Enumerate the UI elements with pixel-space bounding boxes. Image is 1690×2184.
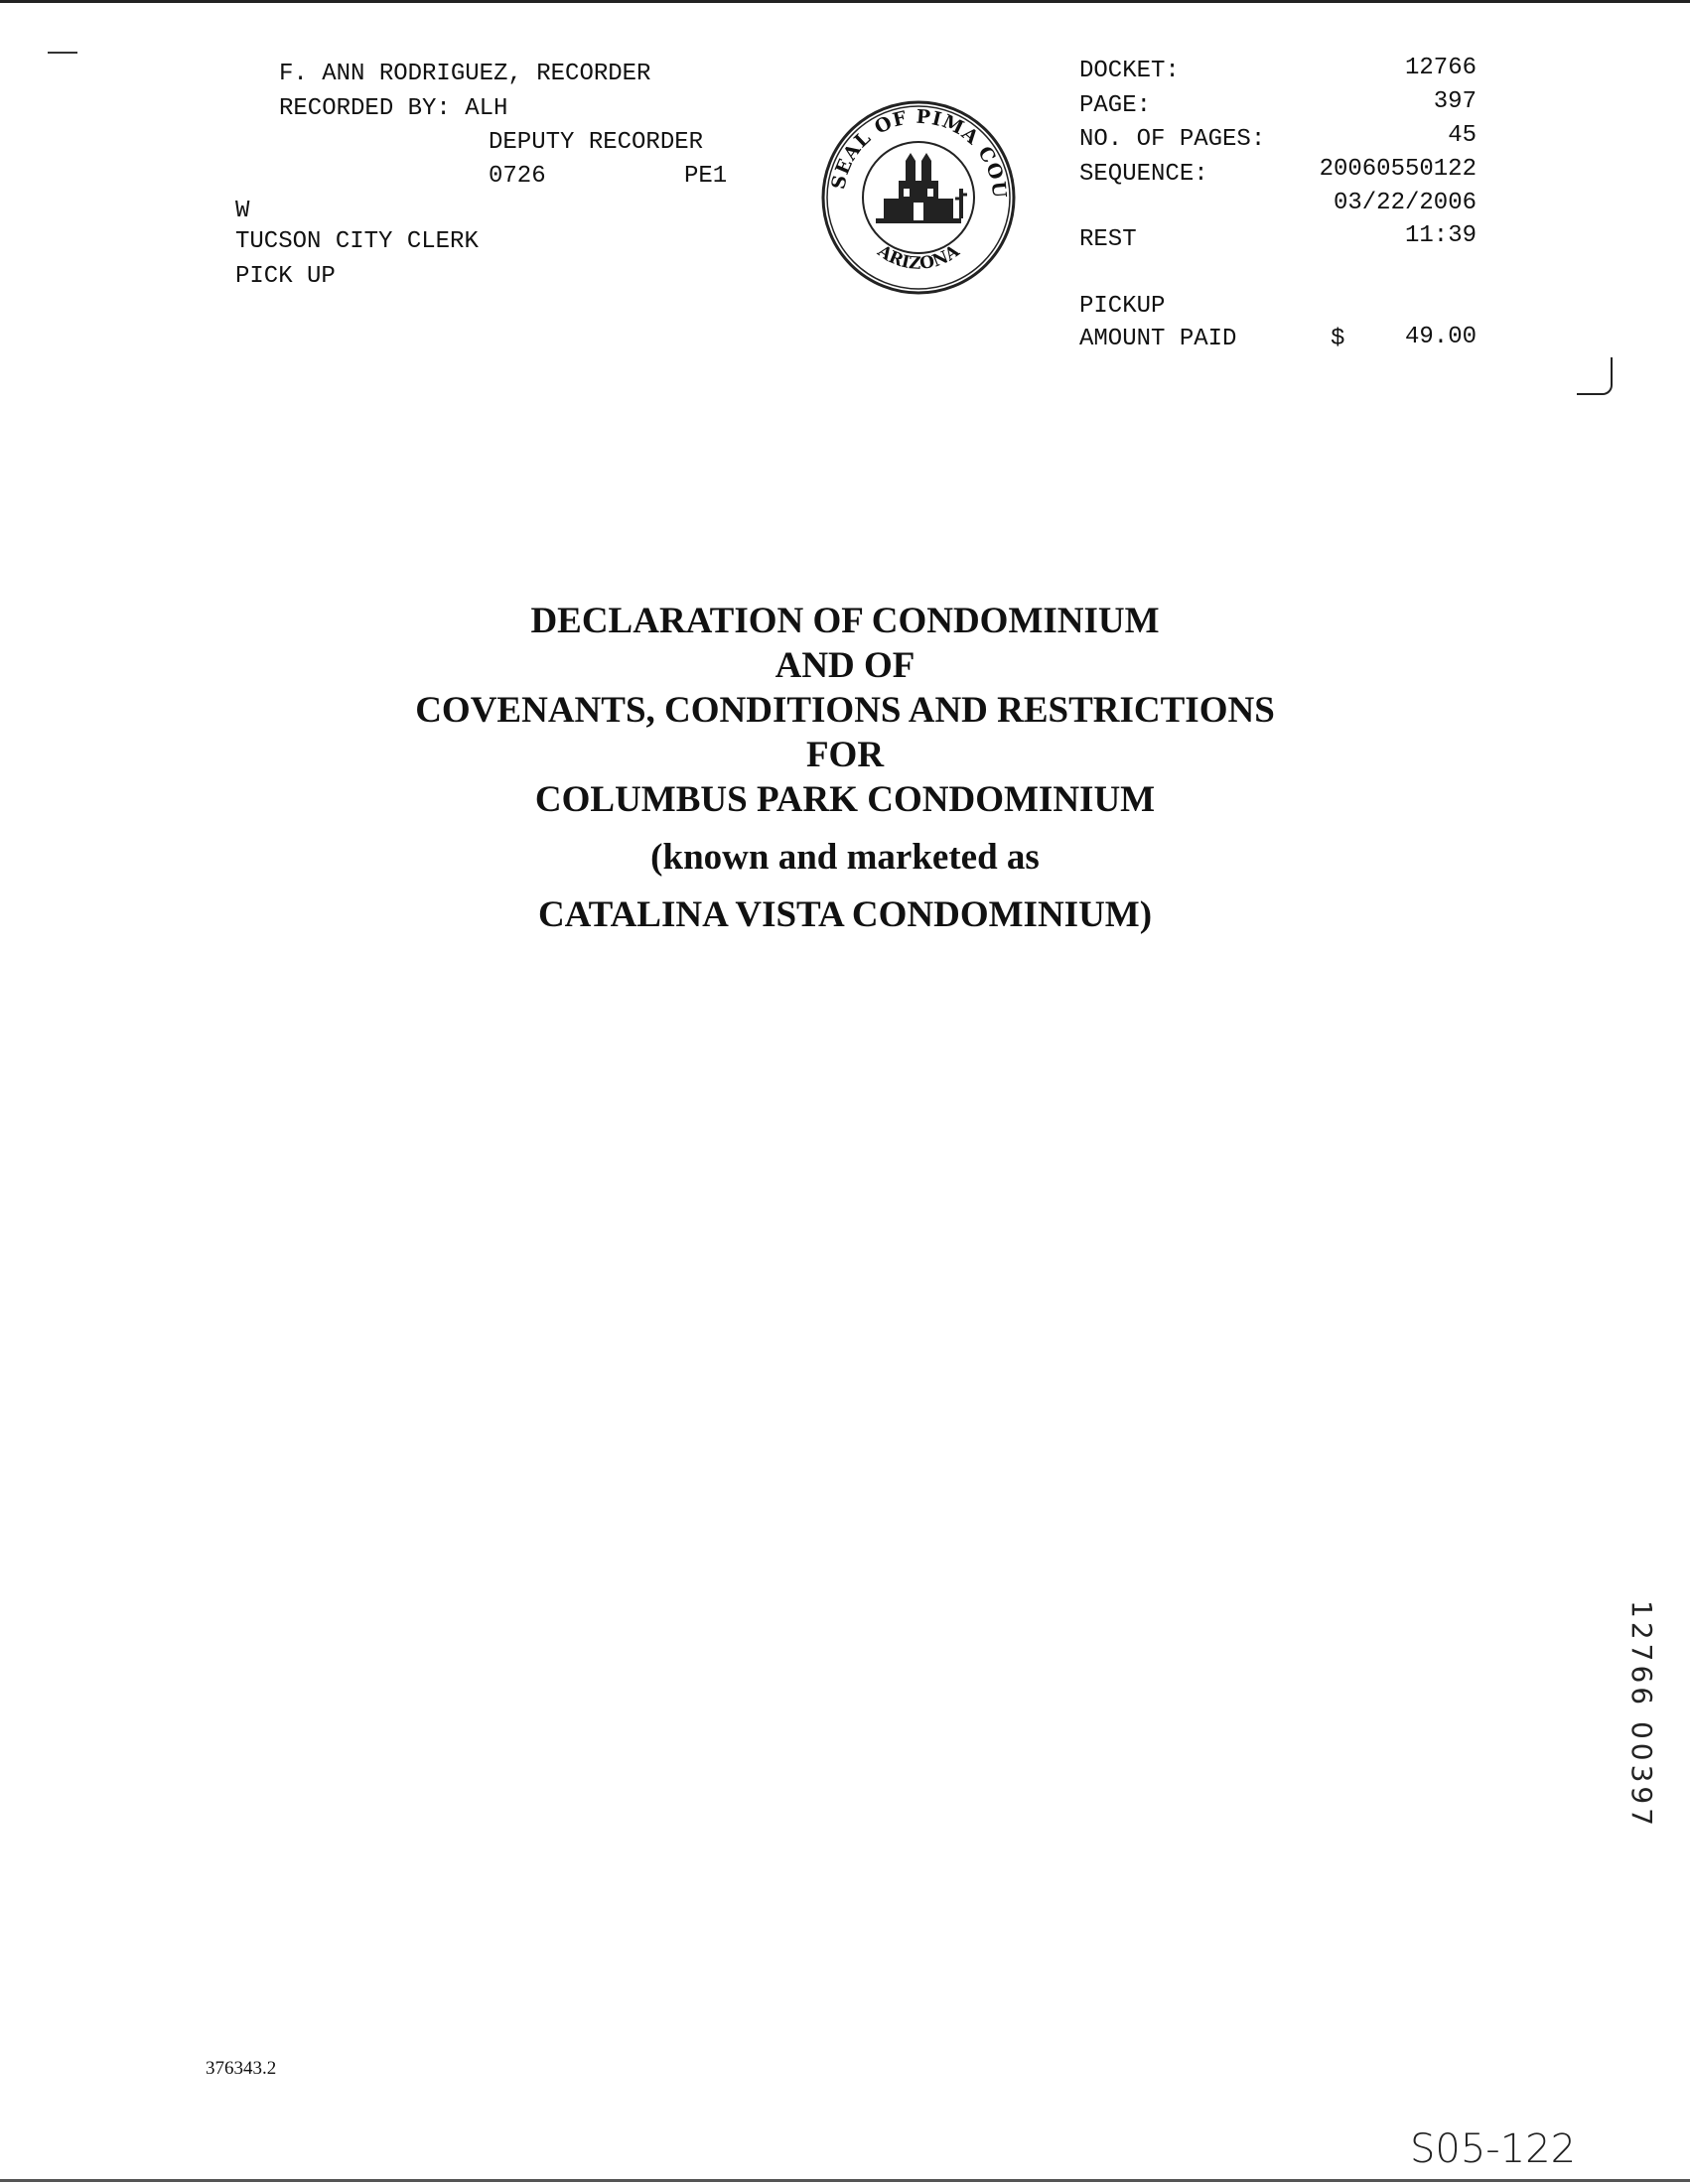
amount-paid-value: 49.00	[1404, 324, 1477, 350]
pick-up: PICK UP	[235, 263, 336, 290]
scan-bottom-edge	[0, 2179, 1690, 2182]
title-line-7: CATALINA VISTA CONDOMINIUM)	[537, 894, 1153, 935]
title-line-5: COLUMBUS PARK CONDOMINIUM	[534, 779, 1156, 820]
deputy-recorder: DEPUTY RECORDER	[489, 129, 704, 156]
title-line-2: AND OF	[775, 645, 915, 686]
rest-label: REST	[1079, 226, 1137, 253]
page-label: PAGE:	[1079, 92, 1152, 119]
recorder-name: F. ANN RODRIGUEZ, RECORDER	[279, 61, 651, 87]
record-date: 03/22/2006	[1333, 190, 1477, 216]
record-code-1: 0726	[489, 163, 546, 190]
record-time: 11:39	[1404, 222, 1477, 249]
svg-text:ARIZONA	[873, 241, 964, 274]
pages-value: 45	[1448, 122, 1477, 149]
title-line-4: FOR	[805, 735, 885, 775]
sequence-value: 20060550122	[1319, 156, 1477, 183]
docket-value: 12766	[1404, 55, 1477, 81]
title-line-6: (known and marketed as	[650, 837, 1040, 878]
page-value: 397	[1433, 88, 1477, 115]
pages-label: NO. OF PAGES:	[1079, 126, 1266, 153]
title-line-3: COVENANTS, CONDITIONS AND RESTRICTIONS	[415, 690, 1275, 731]
recorded-by: RECORDED BY: ALH	[279, 95, 508, 122]
docket-label: DOCKET:	[1079, 58, 1180, 84]
footer-document-code: 376343.2	[206, 2058, 277, 2079]
title-line-1: DECLARATION OF CONDOMINIUM	[530, 601, 1160, 641]
seal-top-text: SEAL OF PIMA COU	[827, 105, 1011, 201]
city-clerk: TUCSON CITY CLERK	[235, 228, 479, 255]
sequence-label: SEQUENCE:	[1079, 161, 1208, 188]
side-docket-stamp: 12766 00397	[1625, 1600, 1658, 1831]
seal-bottom-text: ARIZONA	[873, 241, 964, 274]
w-mark: W	[235, 198, 250, 224]
scan-top-edge	[0, 0, 1690, 3]
record-code-2: PE1	[684, 163, 728, 190]
currency-symbol: $	[1331, 326, 1345, 352]
pima-county-seal	[816, 99, 1021, 296]
margin-tick-mark	[48, 52, 77, 54]
pickup-label: PICKUP	[1079, 293, 1166, 320]
amount-paid-label: AMOUNT PAID	[1079, 326, 1237, 352]
handwritten-code: S05-122	[1410, 2126, 1577, 2172]
corner-bracket-mark	[1577, 357, 1613, 395]
